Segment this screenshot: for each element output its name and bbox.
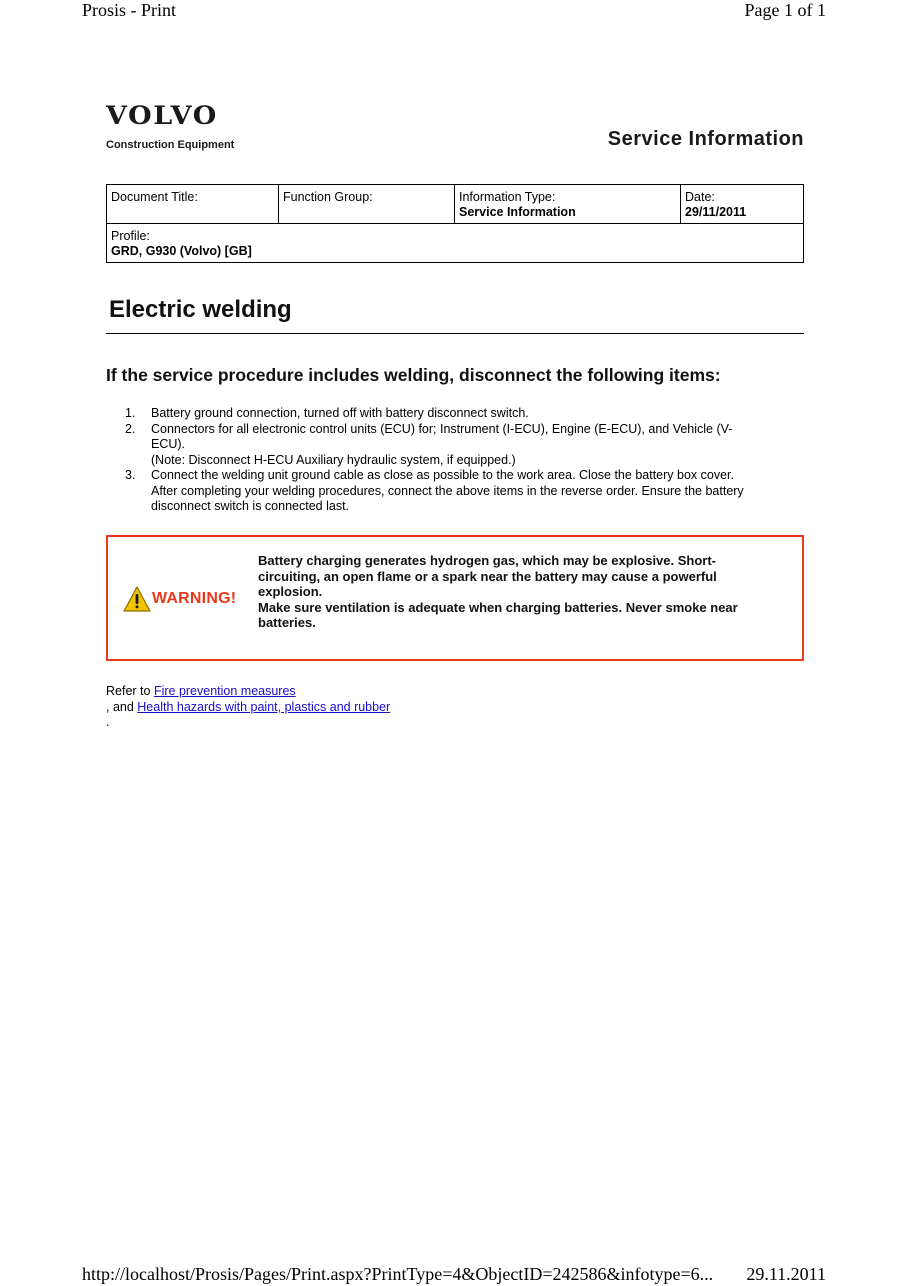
step-text: ECU).	[151, 437, 186, 451]
step-number: 3.	[125, 468, 136, 482]
refer-joiner: , and	[106, 699, 138, 714]
step-note: (Note: Disconnect H-ECU Auxiliary hydraulic system, if equipped.)	[151, 452, 516, 467]
division-name: Construction Equipment	[106, 139, 235, 151]
date-label: Date:	[685, 190, 715, 204]
information-type-cell	[455, 185, 681, 224]
print-header	[0, 0, 909, 24]
page-title: Electric welding	[109, 296, 292, 323]
references	[106, 684, 390, 731]
information-type-label: Information Type:	[459, 190, 556, 204]
warning-line: Make sure ventilation is adequate when charging batteries. Never smoke near	[258, 599, 738, 615]
document-info-table	[106, 184, 804, 263]
procedure-steps	[106, 406, 806, 515]
fire-prevention-link[interactable]: Fire prevention measures	[153, 684, 296, 698]
profile-label: Profile:	[111, 229, 150, 243]
warning-triangle-icon	[123, 586, 151, 612]
warning-message	[258, 553, 778, 631]
profile-cell	[107, 224, 804, 263]
reference-row	[106, 684, 390, 700]
warning-line: circuiting, an open flame or a spark near the battery may cause a powerful	[258, 568, 717, 584]
warning-label	[123, 584, 236, 614]
profile-value: GRD, G930 (Volvo) [GB]	[111, 244, 252, 258]
print-footer	[0, 1264, 909, 1286]
warning-text: WARNING!	[152, 590, 237, 607]
step-text: disconnect switch is connected last.	[151, 499, 350, 513]
document-title-cell	[107, 185, 279, 224]
document-title-label: Document Title:	[111, 190, 198, 204]
warning-box	[106, 535, 804, 661]
health-hazards-link[interactable]: Health hazards with paint, plastics and rubber	[137, 699, 391, 714]
list-item	[106, 422, 806, 469]
refer-suffix: .	[106, 715, 110, 729]
print-url: http://localhost/Prosis/Pages/Print.aspx?PrintType=4&ObjectID=242586&infotype=6...	[82, 1264, 714, 1284]
step-text: Battery ground connection, turned off with battery disconnect switch.	[151, 406, 529, 420]
function-group-cell	[279, 185, 455, 224]
date-cell	[681, 185, 804, 224]
page-number: Page 1 of 1	[744, 0, 826, 20]
profile-row	[107, 224, 804, 263]
warning-line: explosion.	[258, 584, 323, 599]
print-title: Prosis - Print	[82, 0, 177, 20]
list-item	[106, 406, 806, 422]
step-text: Connectors for all electronic control units (ECU) for; Instrument (I-ECU), Engine (E-ECU), and Vehicle (V-	[151, 421, 733, 436]
title-divider	[106, 333, 804, 334]
warning-line: batteries.	[258, 615, 316, 630]
procedure-heading: If the service procedure includes welding, disconnect the following items:	[106, 365, 721, 385]
refer-prefix: Refer to	[106, 684, 154, 698]
warning-line: Battery charging generates hydrogen gas, which may be explosive. Short-	[258, 553, 717, 568]
information-type-value: Service Information	[459, 205, 576, 219]
date-value: 29/11/2011	[685, 205, 747, 219]
service-information-heading: Service Information	[607, 128, 804, 150]
function-group-label: Function Group:	[283, 190, 373, 204]
step-text: Connect the welding unit ground cable as close as possible to the work area. Close the battery box cover.	[151, 468, 734, 482]
list-item	[106, 468, 806, 515]
reference-row	[106, 700, 390, 716]
step-number: 1.	[125, 406, 136, 420]
info-row	[107, 185, 804, 224]
step-number: 2.	[125, 421, 136, 436]
print-date: 29.11.2011	[746, 1264, 826, 1284]
step-text: After completing your welding procedures, connect the above items in the reverse order. Ensure the battery	[151, 483, 744, 498]
volvo-logo: VOLVO	[106, 101, 218, 130]
